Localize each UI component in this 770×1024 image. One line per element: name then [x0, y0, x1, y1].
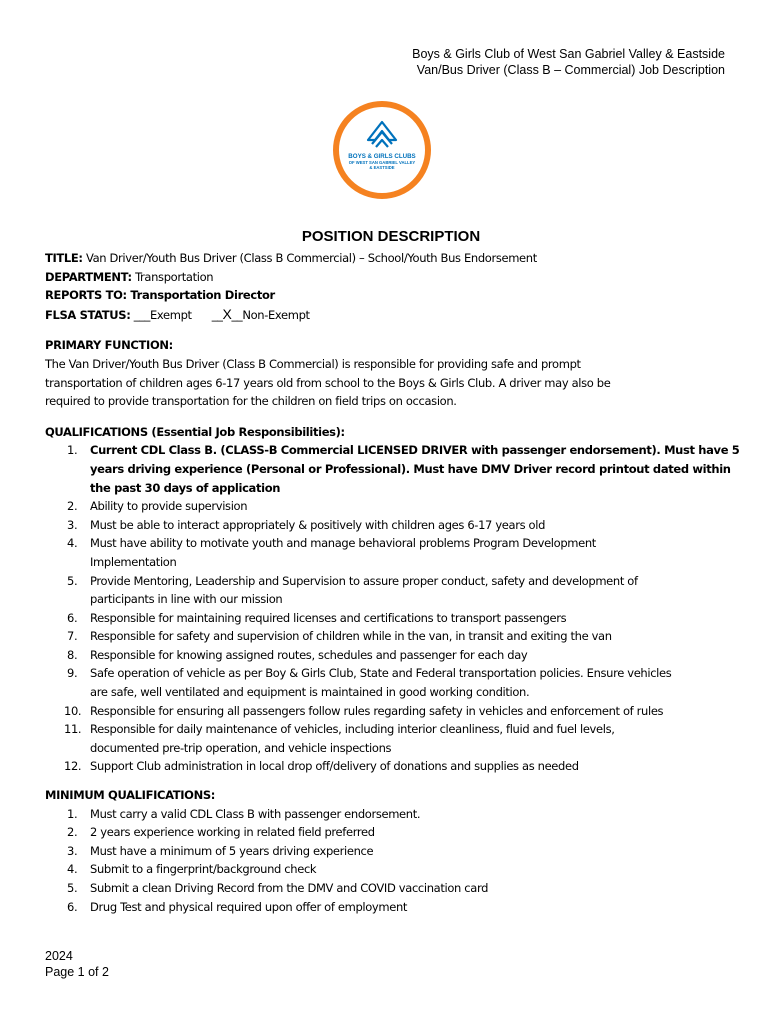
- flsa-blank: __: [211, 307, 223, 322]
- flsa-nonexempt: __Non-Exempt: [231, 307, 310, 322]
- primary-function-text: The Van Driver/Youth Bus Driver (Class B Commercial) is responsible for providing safe and prompt transportation of children ages 6-17 years old from school to the Boys & Girls Club. A driver may also be required to provide transportation for the children on field trips on occasion.: [45, 356, 611, 409]
- title-field: [45, 249, 730, 268]
- logo-ring: [336, 104, 428, 196]
- flsa-field: [45, 305, 730, 325]
- list-item: 1. Current CDL Class B. (CLASS-B Commercial LICENSED DRIVER with passenger endorsement). Must have 5 years driving experience (Personal or Professional). Must have DMV Driver record printout dated within the past 30 days of application: [67, 443, 740, 495]
- document-body: [45, 249, 740, 916]
- list-item: 10. Responsible for ensuring all passengers follow rules regarding safety in vehicles and enforcement of rules: [64, 703, 664, 718]
- list-item: 4. Submit to a fingerprint/background check: [67, 862, 317, 877]
- department-field: [45, 268, 730, 287]
- flsa-exempt: ___Exempt: [133, 307, 192, 322]
- qualifications-list: [45, 441, 740, 776]
- title-value: Van Driver/Youth Bus Driver (Class B Commercial) – School/Youth Bus Endorsement: [85, 251, 537, 265]
- list-item: 6. Drug Test and physical required upon offer of employment: [67, 899, 408, 914]
- list-item: 11. Responsible for daily maintenance of vehicles, including interior cleanliness, fluid and fuel levels, documented pre-trip operation, and vehicle inspections: [64, 722, 615, 755]
- list-item: 2. Ability to provide supervision: [67, 499, 248, 514]
- minimum-qualifications-heading: MINIMUM QUALIFICATIONS:: [45, 788, 216, 803]
- reports-to-field: [45, 286, 730, 305]
- department-label: DEPARTMENT:: [45, 269, 132, 284]
- list-item: 5. Provide Mentoring, Leadership and Supervision to assure proper conduct, safety and development of participants in line with our mission: [67, 573, 638, 607]
- page-title: POSITION DESCRIPTION: [301, 228, 481, 245]
- logo-line2: OF WEST SAN GABRIEL VALLEY: [348, 160, 416, 165]
- list-item: 3. Must be able to interact appropriately & positively with children ages 6-17 years old: [67, 517, 546, 532]
- qualifications-heading: QUALIFICATIONS (Essential Job Responsibilities):: [45, 424, 345, 439]
- list-item: 1. Must carry a valid CDL Class B with passenger endorsement.: [67, 806, 421, 821]
- minimum-qualifications-list: [45, 805, 730, 917]
- title-label: TITLE:: [45, 251, 83, 265]
- list-item: 12. Support Club administration in local drop off/delivery of donations and supplies as needed: [64, 759, 579, 774]
- logo-line1: BOYS & GIRLS CLUBS: [348, 153, 416, 160]
- list-item: 6. Responsible for maintaining required licenses and certifications to transport passengers: [67, 610, 567, 625]
- list-item: 4. Must have ability to motivate youth and manage behavioral problems Program Development Implementation: [67, 536, 596, 569]
- list-item: 2. 2 years experience working in related field preferred: [67, 825, 375, 840]
- org-line: Boys & Girls Club of West San Gabriel Valley & Eastside: [412, 47, 725, 61]
- flsa-label: FLSA STATUS:: [45, 307, 131, 322]
- club-logo: [332, 100, 432, 200]
- page-footer: [45, 948, 109, 980]
- list-item: 7. Responsible for safety and supervision of children while in the van, in transit and exiting the van: [67, 629, 612, 644]
- list-item: 9. Safe operation of vehicle as per Boy & Girls Club, State and Federal transportation policies. Ensure vehicles are safe, well ventilated and equipment is maintained in good working condition.: [67, 666, 672, 700]
- reports-to: REPORTS TO: Transportation Director: [45, 288, 275, 303]
- list-item: 8. Responsible for knowing assigned routes, schedules and passenger for each day: [67, 647, 528, 662]
- footer-year: 2024: [45, 949, 73, 963]
- primary-function-heading: PRIMARY FUNCTION:: [45, 338, 173, 353]
- list-item: 3. Must have a minimum of 5 years driving experience: [67, 843, 374, 858]
- list-item: 5. Submit a clean Driving Record from the DMV and COVID vaccination card: [67, 881, 489, 895]
- logo-line3: & EASTSIDE: [369, 165, 395, 170]
- department-value: Transportation: [135, 269, 214, 284]
- document-header: [412, 46, 725, 78]
- footer-page-number: Page 1 of 2: [45, 965, 109, 979]
- flsa-mark: X: [222, 305, 232, 322]
- doc-line: Van/Bus Driver (Class B – Commercial) Job Description: [416, 63, 725, 77]
